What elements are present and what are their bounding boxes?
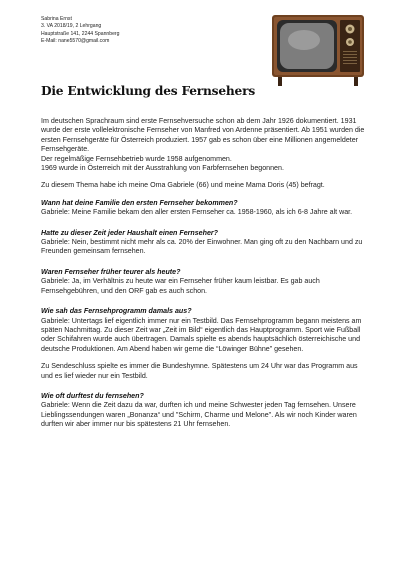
intro-paragraph-1: Im deutschen Sprachraum sind erste Fernsehversuche schon ab dem Jahr 1926 dokumentiert. 1931 wurde der erste vollelektronische Fernseher von Manfred von Ardenne präsentiert. Ab 1951 wurden die ersten Fernsehgeräte für Österreich produziert. 1957 gab es schon über eine Millionen angemeldeter Fernsehgeräte. <box>41 117 365 154</box>
page-title: Die Entwicklung des Fernsehers <box>41 84 255 98</box>
sender-email: E-Mail: nane5570@gmail.com <box>41 37 110 44</box>
sender-class: 3. VA 2018/19, 2 Lehrgang <box>41 23 102 30</box>
answer-4-continued: Zu Sendeschluss spielte es immer die Bundeshymne. Spätestens um 24 Uhr war das Programm aus und es lief wieder nur ein Testbild. <box>41 362 358 380</box>
context-paragraph: Zu diesem Thema habe ich meine Oma Gabriele (66) und meine Mama Doris (45) befragt. <box>41 181 325 190</box>
answer-5: Gabriele: Wenn die Zeit dazu da war, durften ich und meine Schwester jeden Tag fernsehen. Unsere Lieblingssendungen waren „Bonanza“ und "Schirm, Charme und Melone". Als wir noch Kinder waren durften wir aber immer nur bis spätestens 21 Uhr fernsehen. <box>41 401 357 429</box>
answer-1: Gabriele: Meine Familie bekam den aller ersten Fernseher ca. 1958-1960, als ich 6-8 Jahre alt war. <box>41 208 353 217</box>
retro-tv-image <box>270 12 366 88</box>
question-4: Wie sah das Fernsehprogramm damals aus? <box>41 307 192 316</box>
article-body <box>41 117 366 430</box>
intro-paragraph-3: 1969 wurde in Österreich mit der Ausstrahlung von Farbfernsehen begonnen. <box>41 164 284 173</box>
sender-block <box>41 16 119 45</box>
intro-paragraph-2: Der regelmäßige Fernsehbetrieb wurde 1958 aufgenommen. <box>41 154 232 163</box>
question-5: Wie oft durftest du fernsehen? <box>41 391 144 400</box>
question-3: Waren Fernseher früher teurer als heute? <box>41 267 181 276</box>
question-1: Wann hat deine Familie den ersten Fernseher bekommen? <box>41 198 238 207</box>
sender-name: Sabrina Ernst <box>41 16 72 22</box>
answer-2: Gabriele: Nein, bestimmt nicht mehr als ca. 20% der Einwohner. Man ging oft zu den Nachbarn und zu Freunden gemeinsam fernsehen. <box>41 238 363 256</box>
answer-4: Gabriele: Untertags lief eigentlich immer nur ein Testbild. Das Fernsehprogramm begann meistens am späten Nachmittag. Zu dieser Zeit war „Zeit im Bild“ eigentlich das Hauptprogramm. Sport wie Fußball oder Schifahren wurde auch übertragen. Damals spielte es abends hauptsächlich österreichische und deutsche Produktionen. Am Abend haben wir gerne die “Löwinger Bühne” gesehen. <box>41 316 362 353</box>
answer-3: Gabriele: Ja, im Verhältnis zu heute war ein Fernseher früher kaum leistbar. Es gab auch Fernsehgebühren, und den ORF gab es auch schon. <box>41 277 320 295</box>
sender-address: Hauptstraße 141, 2244 Spannberg <box>41 30 120 37</box>
question-2: Hatte zu dieser Zeit jeder Haushalt einen Fernseher? <box>41 228 219 237</box>
